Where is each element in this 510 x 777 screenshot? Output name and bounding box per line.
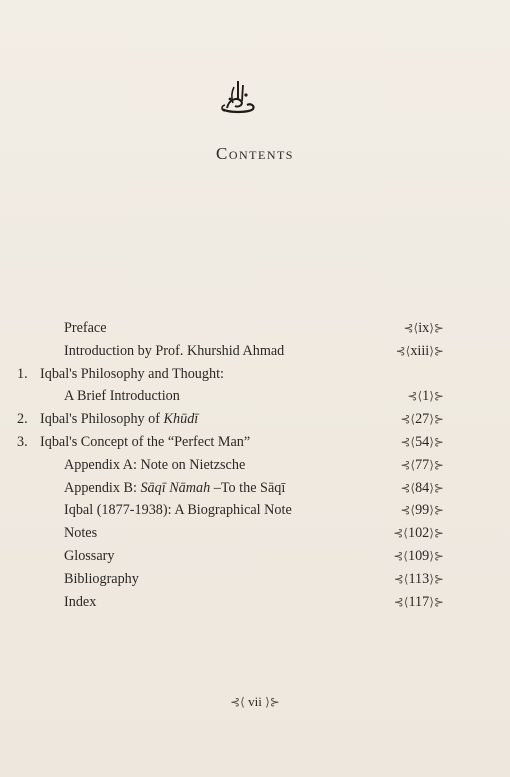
left-bracket-ornament-icon: ⊰⟨ <box>400 412 416 426</box>
toc-page-number <box>400 431 444 453</box>
toc-entry <box>0 317 510 339</box>
toc-entry <box>0 363 510 385</box>
toc-entry-title <box>64 340 284 362</box>
toc-entry <box>0 522 510 544</box>
toc-entry-text: Index <box>64 594 97 610</box>
toc-page-value: 102 <box>407 525 430 541</box>
toc-page-value: 117 <box>408 594 430 610</box>
toc-page-value: 109 <box>407 548 430 564</box>
right-bracket-ornament-icon: ⟩⊱ <box>429 481 444 495</box>
left-bracket-ornament-icon: ⊰⟨ <box>393 595 409 609</box>
toc-entry-title <box>64 568 139 590</box>
left-bracket-ornament-icon: ⊰⟨ <box>400 481 416 495</box>
toc-entry-text: Appendix A: Note on Nietzsche <box>64 457 246 473</box>
toc-entry-text: Iqbal's Concept of the “Perfect Man” <box>40 434 251 450</box>
toc-entry-text: Iqbal (1877-1938): A Biographical Note <box>64 502 292 518</box>
toc-entry-italic-text: Khūdī <box>163 411 199 427</box>
toc-entry-title <box>40 408 198 430</box>
right-bracket-ornament-icon: ⟩⊱ <box>429 435 444 449</box>
toc-page-value: 84 <box>415 480 430 496</box>
toc-entry-title <box>64 317 107 339</box>
page-title: Contents <box>215 144 294 163</box>
toc-entry-text: A Brief Introduction <box>64 388 180 404</box>
toc-entry-title <box>64 522 97 544</box>
toc-chapter-number: 3. <box>17 434 28 450</box>
toc-page-value: ix <box>418 320 430 336</box>
toc-page-number <box>393 545 444 567</box>
toc-entry-text: Bibliography <box>64 571 139 587</box>
toc-page-number <box>394 568 444 590</box>
calligraphy-ornament-icon <box>217 75 259 117</box>
toc-entry-title <box>40 431 250 453</box>
toc-entry-text: Appendix B: <box>64 480 141 496</box>
toc-entry-text: Preface <box>64 320 107 336</box>
right-bracket-ornament-icon: ⟩⊱ <box>429 458 444 472</box>
toc-entry <box>0 477 510 499</box>
toc-entry-title <box>64 545 114 567</box>
left-bracket-ornament-icon: ⊰⟨ <box>400 435 416 449</box>
toc-chapter-number: 2. <box>17 411 28 427</box>
toc-page-number <box>393 522 444 544</box>
toc-page-value: 77 <box>415 457 430 473</box>
right-bracket-ornament-icon: ⟩⊱ <box>429 503 444 517</box>
toc-page-number <box>407 385 444 407</box>
left-bracket-ornament-icon: ⊰⟨ <box>400 503 416 517</box>
toc-entry-title <box>64 591 96 613</box>
toc-entry <box>0 431 510 453</box>
toc-page-number <box>403 317 444 339</box>
right-bracket-ornament-icon: ⟩⊱ <box>265 695 280 709</box>
toc-entry-text: Glossary <box>64 548 115 564</box>
left-bracket-ornament-icon: ⊰⟨ <box>230 695 245 709</box>
toc-entry-title <box>64 385 180 407</box>
toc-entry-text: Iqbal's Philosophy of <box>40 411 164 427</box>
toc-entry-text: Introduction by Prof. Khurshid Ahmad <box>64 343 285 359</box>
right-bracket-ornament-icon: ⟩⊱ <box>429 526 444 540</box>
toc-entry <box>0 568 510 590</box>
toc-entry-title <box>64 454 245 476</box>
left-bracket-ornament-icon: ⊰⟨ <box>395 344 411 358</box>
toc-entry-suffix-text: –To the Sāqī <box>210 480 286 496</box>
toc-page-number <box>394 591 444 613</box>
left-bracket-ornament-icon: ⊰⟨ <box>400 458 416 472</box>
right-bracket-ornament-icon: ⟩⊱ <box>429 595 444 609</box>
toc-page-value: xiii <box>410 343 430 359</box>
footer-page-number: vii <box>248 694 262 709</box>
toc-entry <box>0 385 510 407</box>
toc-page-number <box>400 499 444 521</box>
toc-page-number <box>396 340 444 362</box>
toc-page-value: 113 <box>408 571 430 587</box>
toc-entry-italic-text: Sāqī Nāmah <box>140 480 211 496</box>
left-bracket-ornament-icon: ⊰⟨ <box>407 389 423 403</box>
right-bracket-ornament-icon: ⟩⊱ <box>429 572 444 586</box>
toc-chapter-number: 1. <box>17 366 28 382</box>
left-bracket-ornament-icon: ⊰⟨ <box>393 526 408 540</box>
toc-entry-text: Notes <box>64 525 98 541</box>
toc-entry <box>0 499 510 521</box>
toc-page-value: 1 <box>422 388 430 404</box>
left-bracket-ornament-icon: ⊰⟨ <box>403 321 419 335</box>
toc-page-number <box>400 408 444 430</box>
toc-entry-title <box>40 363 224 385</box>
toc-entry <box>0 454 510 476</box>
right-bracket-ornament-icon: ⟩⊱ <box>429 412 444 426</box>
right-bracket-ornament-icon: ⟩⊱ <box>429 389 444 403</box>
toc-entry-title <box>64 477 285 499</box>
right-bracket-ornament-icon: ⟩⊱ <box>429 344 444 358</box>
toc-page-number <box>400 477 444 499</box>
left-bracket-ornament-icon: ⊰⟨ <box>393 572 409 586</box>
left-bracket-ornament-icon: ⊰⟨ <box>393 549 408 563</box>
toc-entry <box>0 545 510 567</box>
toc-entry-text: Iqbal's Philosophy and Thought: <box>40 366 224 382</box>
toc-entry <box>0 340 510 362</box>
toc-page-value: 54 <box>415 434 430 450</box>
toc-page-value: 99 <box>415 502 430 518</box>
right-bracket-ornament-icon: ⟩⊱ <box>429 321 444 335</box>
right-bracket-ornament-icon: ⟩⊱ <box>429 549 444 563</box>
toc-entry <box>0 591 510 613</box>
toc-page-number <box>400 454 444 476</box>
toc-entry <box>0 408 510 430</box>
toc-entry-title <box>64 499 292 521</box>
page-number-footer <box>0 694 510 710</box>
toc-page-value: 27 <box>415 411 430 427</box>
